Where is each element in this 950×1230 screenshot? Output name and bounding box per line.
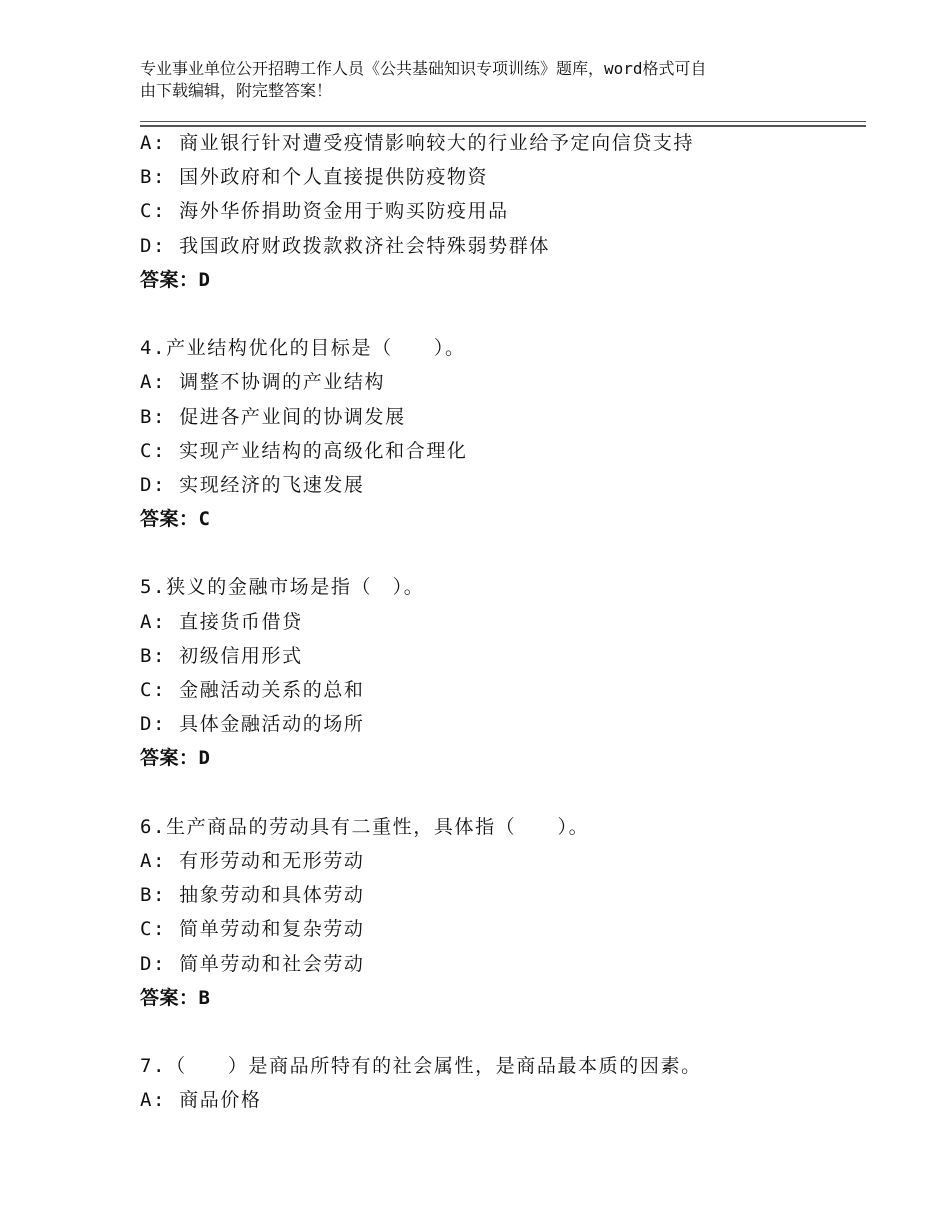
q6-question: 6.生产商品的劳动具有二重性，具体指（ ）。	[140, 815, 590, 838]
spacer	[140, 1015, 880, 1049]
question-list	[140, 126, 880, 1117]
q5-option-a: A: 直接货币借贷	[140, 610, 303, 633]
q4-option-d: D: 实现经济的飞速发展	[140, 473, 365, 496]
q5-option-d: D: 具体金融活动的场所	[140, 713, 365, 736]
q3-answer: 答案：D	[140, 268, 211, 291]
q3-option-d: D: 我国政府财政拨款救济社会特殊弱势群体	[140, 234, 550, 257]
q6-option-a: A: 有形劳动和无形劳动	[140, 849, 365, 872]
q6-option-c: C: 简单劳动和复杂劳动	[140, 918, 365, 941]
spacer	[140, 297, 880, 331]
q7-option-a: A: 商品价格	[140, 1089, 262, 1112]
q6-option-d: D: 简单劳动和社会劳动	[140, 952, 365, 975]
q5-option-b: B: 初级信用形式	[140, 644, 303, 667]
q5-question: 5.狭义的金融市场是指（ ）。	[140, 576, 425, 599]
spacer	[140, 536, 880, 570]
q7-question: 7.（ ）是商品所特有的社会属性，是商品最本质的因素。	[140, 1055, 702, 1078]
q3-option-c: C: 海外华侨捐助资金用于购买防疫用品	[140, 200, 509, 223]
q4-option-b: B: 促进各产业间的协调发展	[140, 405, 406, 428]
q5-answer: 答案：D	[140, 747, 211, 770]
document-header	[140, 58, 820, 102]
q6-answer: 答案：B	[140, 986, 211, 1009]
q3-option-a: A: 商业银行针对遭受疫情影响较大的行业给予定向信贷支持	[140, 132, 695, 154]
q4-answer: 答案：C	[140, 508, 211, 531]
q3-option-b: B: 国外政府和个人直接提供防疫物资	[140, 166, 489, 189]
spacer	[140, 776, 880, 810]
header-line-2: 由下载编辑，附完整答案！	[140, 81, 333, 100]
q4-option-a: A: 调整不协调的产业结构	[140, 371, 386, 394]
q4-question: 4.产业结构优化的目标是（ ）。	[140, 337, 466, 360]
header-divider-top	[140, 121, 866, 122]
header-line-1: 专业事业单位公开招聘工作人员《公共基础知识专项训练》题库，word格式可自	[140, 59, 707, 78]
q4-option-c: C: 实现产业结构的高级化和合理化	[140, 439, 468, 462]
q5-option-c: C: 金融活动关系的总和	[140, 679, 365, 701]
q6-option-b: B: 抽象劳动和具体劳动	[140, 884, 365, 907]
